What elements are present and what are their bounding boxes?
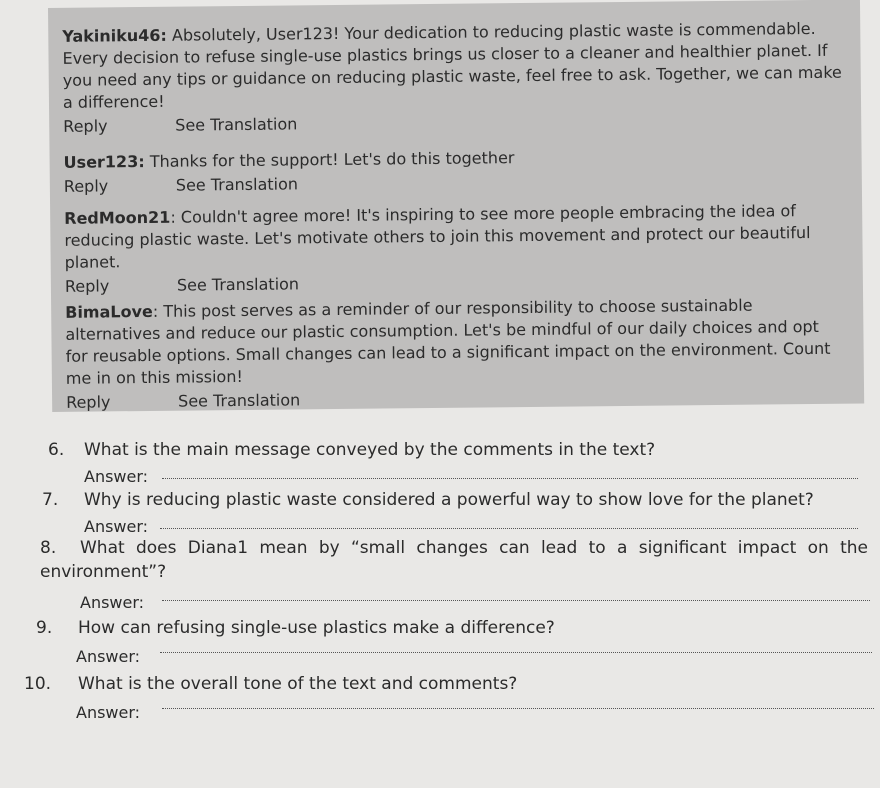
comment-text: Thanks for the support! Let's do this together: [144, 148, 515, 171]
question-number: 9.: [36, 618, 53, 638]
question-9: [36, 616, 856, 640]
question-text: What does Diana1 mean by “small changes can lead to a significant impact on the environment”?: [40, 538, 868, 582]
question-8: [40, 536, 868, 584]
question-number: 10.: [24, 674, 52, 694]
question-number: 7.: [42, 490, 59, 510]
comment-body: [62, 18, 843, 114]
answer-line-10[interactable]: [162, 708, 874, 709]
question-number: 6.: [48, 440, 65, 460]
comment-username: User123:: [63, 151, 145, 172]
see-translation-link[interactable]: See Translation: [175, 114, 298, 135]
question-text: How can refusing single-use plastics make a difference?: [78, 618, 555, 638]
comment-username: BimaLove: [65, 301, 153, 322]
see-translation-link[interactable]: See Translation: [176, 274, 300, 295]
answer-label-6: Answer:: [84, 467, 149, 486]
answer-line-7[interactable]: [160, 528, 858, 529]
reply-link[interactable]: Reply: [63, 116, 108, 136]
question-6: [48, 438, 848, 462]
question-7: [42, 488, 862, 512]
comment-text: Absolutely, User123! Your dedication to reducing plastic waste is commendable. Every decision to refuse single-use plastics brings us closer to a cleaner and healthier planet. If you need any tips or guidance on reducing plastic waste, feel free to ask. Together, we can make a difference!: [62, 18, 842, 112]
question-10: [24, 672, 864, 696]
comment-username: Yakiniku46:: [62, 25, 168, 46]
comment-body: [65, 294, 846, 390]
answer-line-6[interactable]: [162, 478, 858, 479]
see-translation-link[interactable]: See Translation: [175, 174, 299, 195]
comment-username: RedMoon21: [64, 207, 171, 228]
comment-bimalove: [65, 294, 846, 414]
reply-link[interactable]: Reply: [63, 176, 109, 196]
answer-label-7: Answer:: [84, 517, 149, 536]
comment-redmoon21: [64, 200, 845, 298]
question-text: Why is reducing plastic waste considered a powerful way to show love for the planet?: [84, 490, 814, 510]
comment-body: [64, 200, 845, 274]
comment-text: : Couldn't agree more! It's inspiring to see more people embracing the idea of reducing plastic waste. Let's motivate others to join this movement and protect our beautiful planet.: [64, 201, 811, 272]
question-text: What is the main message conveyed by the comments in the text?: [84, 440, 656, 460]
answer-label-10: Answer:: [76, 703, 141, 722]
see-translation-link[interactable]: See Translation: [178, 390, 301, 411]
comment-user123: [64, 144, 844, 198]
comment-text: : This post serves as a reminder of our responsibility to choose sustainable alternatives and reduce our plastic consumption. Let's be mindful of our daily choices and opt for reusable options. Small changes can lead to a significant impact on the environment. Count me in on this mission!: [65, 295, 831, 388]
comment-yakiniku46: [62, 18, 843, 138]
answer-line-9[interactable]: [160, 652, 872, 653]
question-text: What is the overall tone of the text and comments?: [78, 674, 518, 694]
answer-label-8: Answer:: [80, 593, 145, 612]
answer-label-9: Answer:: [76, 647, 141, 666]
question-number: 8.: [40, 538, 57, 558]
reply-link[interactable]: Reply: [66, 392, 111, 412]
reply-link[interactable]: Reply: [64, 276, 110, 296]
comments-panel: [48, 0, 864, 412]
answer-line-8[interactable]: [162, 600, 870, 601]
